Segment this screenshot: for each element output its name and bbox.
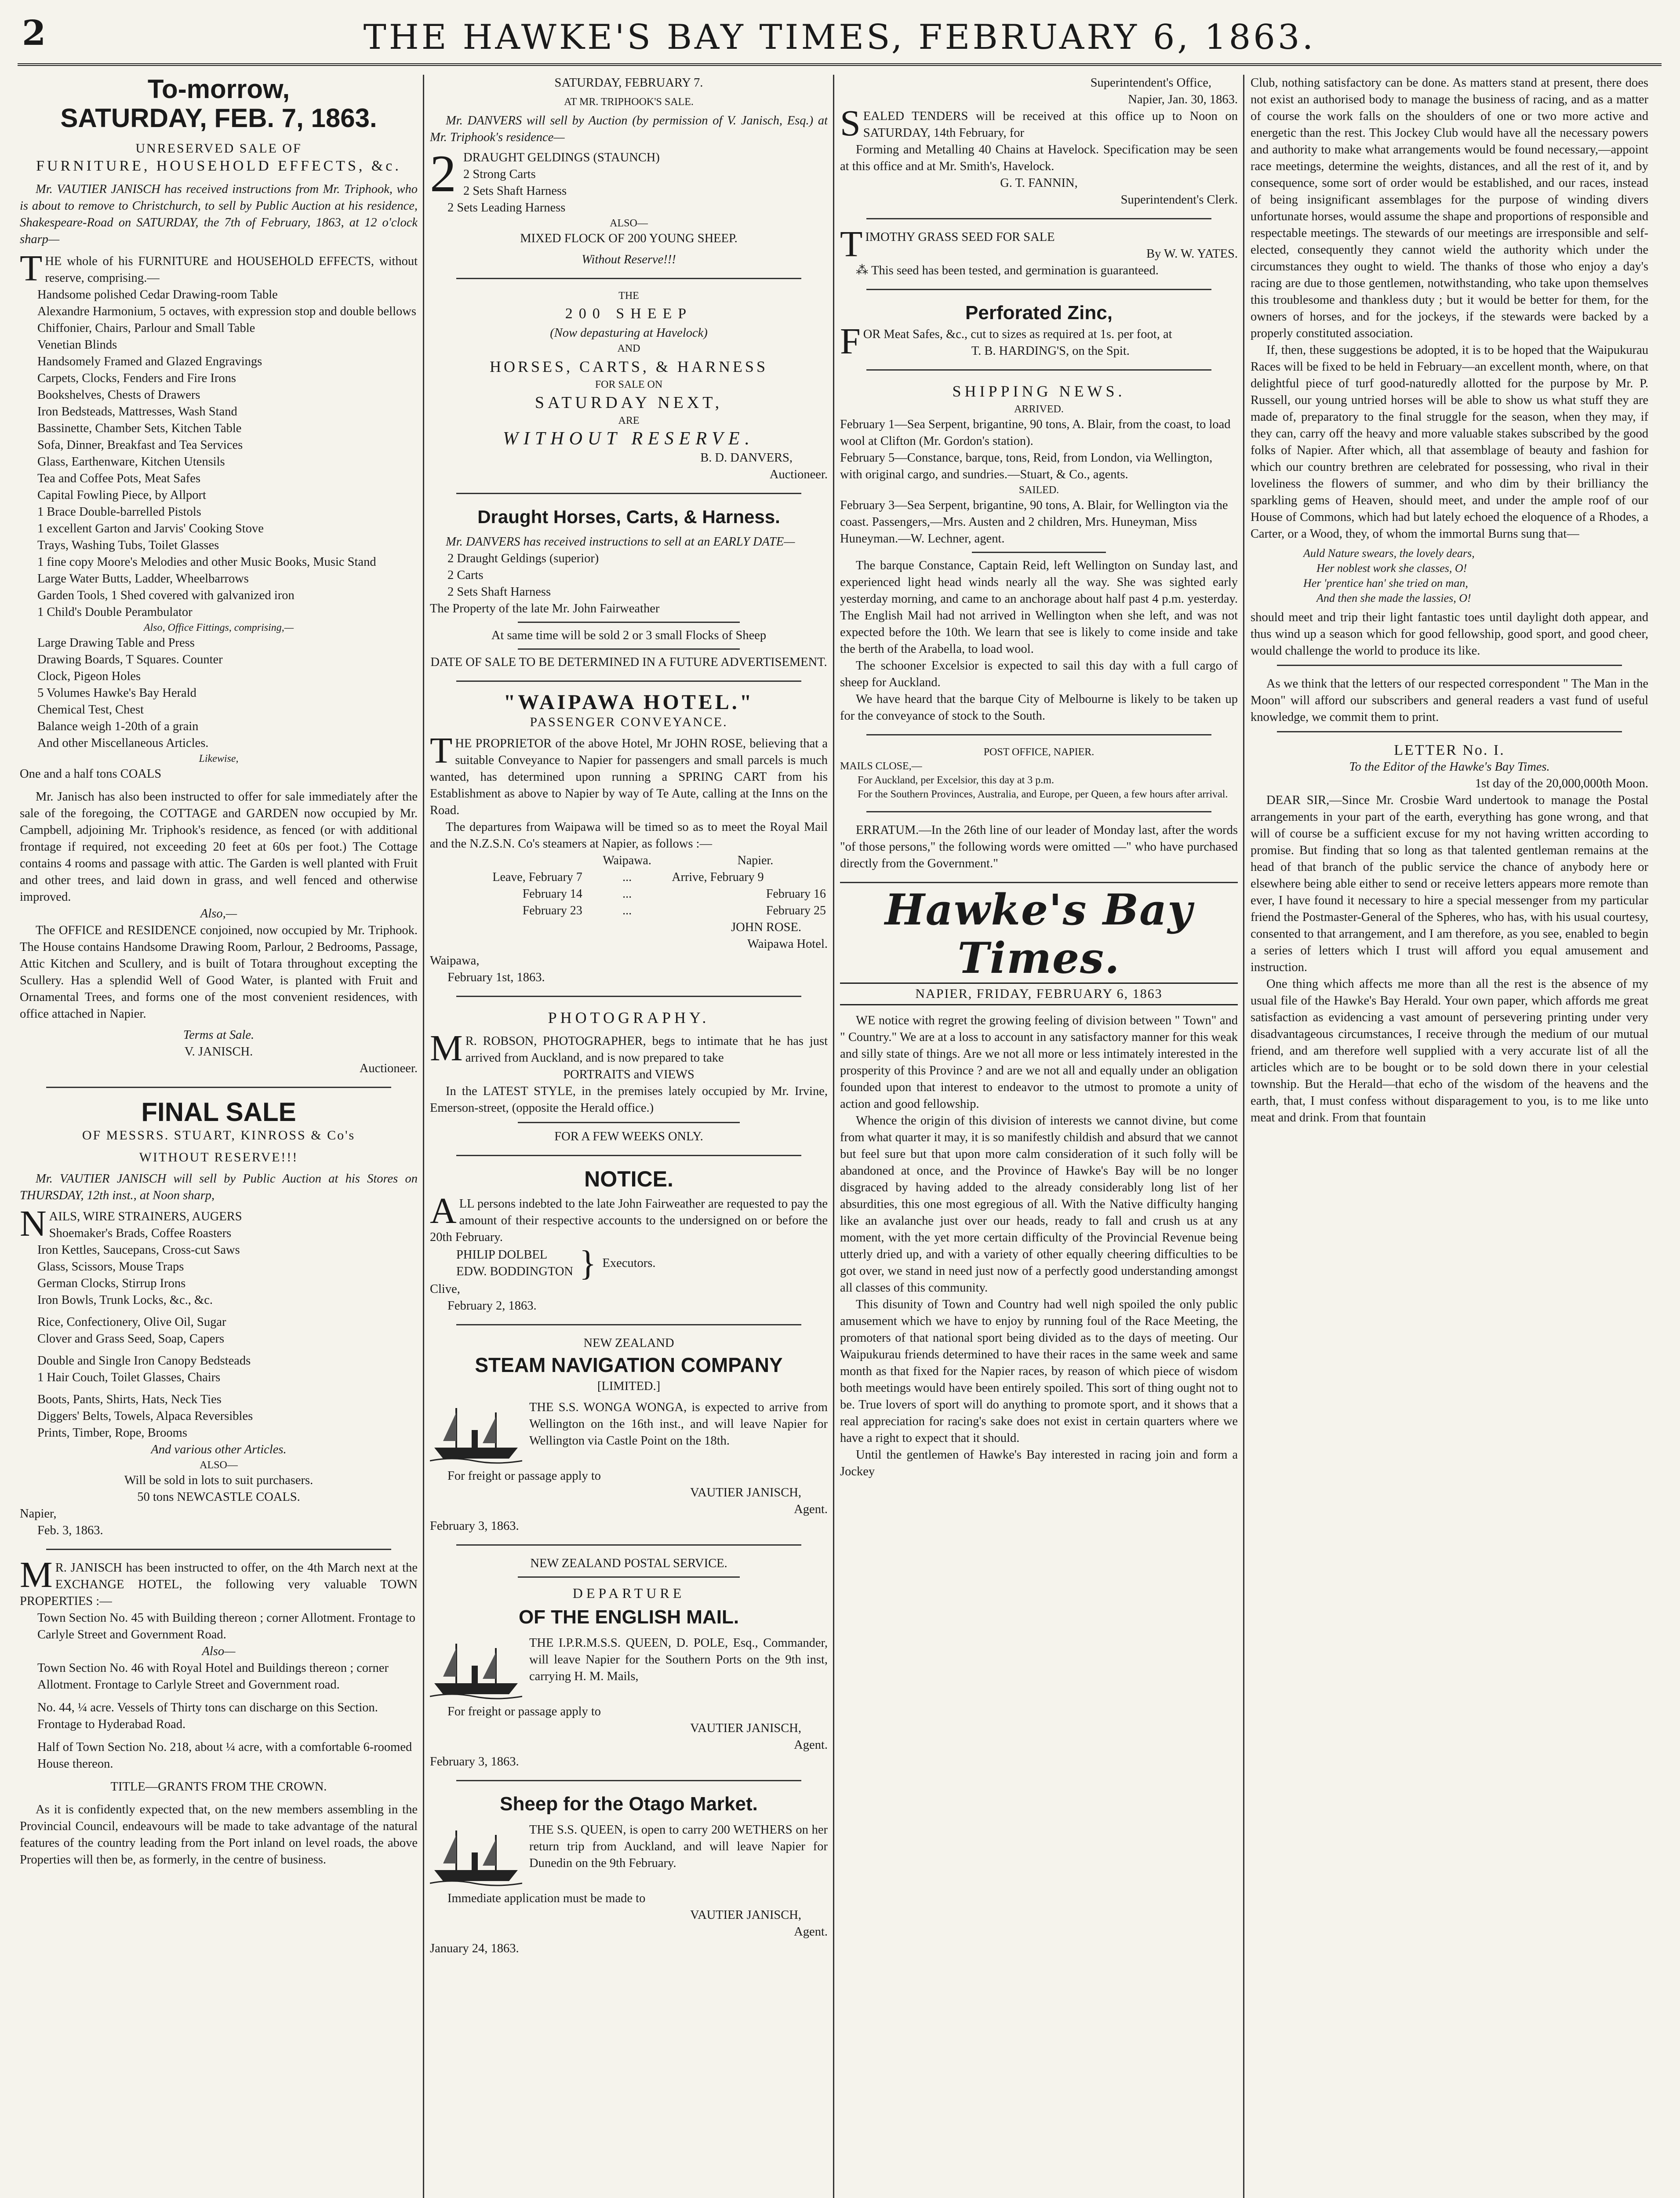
editorial-text: Club, nothing satisfactory can be done. As matters stand at present, there does not exist an authorised body to manage the business of racing, and as a matter of course the work falls on the shoulders of one or two more active and energetic than the rest. This Jockey Club would have all the necessary powers and authority to make what arrangements would be found necessary,—appoint race meetings, determine the weights, distances, and all the rest of it, and by consequence, some sort of order would be established, and our races, instead of being insignificant assemblages for the purpose of winding divers unfortunate horses, would assume the shape and proportions of responsible and respectable meetings. The stewards of our meetings are irresponsible and self-elected, consequently they cannot wield the authority which under the circumstances they ought to wield. The thanks of those who enjoy a day's racing are due to those gentlemen, notwithstanding, who take upon themselves this troublesome and thankless duty ; but it would be better for them, for the owners of horses, and for the jockeys, if the stewards were backed by a properly constituted association. (1251, 76, 1648, 340)
ad-text: FOR SALE ON (595, 379, 663, 390)
separator (866, 734, 1211, 735)
list-item: Clock, Pigeon Holes (37, 670, 141, 683)
ad-subheading: OF MESSRS. STUART, KINROSS & Co's (82, 1128, 356, 1143)
ad-text: (Now depasturing at Havelock) (550, 326, 708, 340)
column-rule (833, 75, 834, 2198)
ad-heading: SATURDAY, FEBRUARY 7. (554, 76, 703, 90)
furniture-sale-ad (20, 75, 418, 1077)
ad-heading: PHOTOGRAPHY. (548, 1009, 710, 1026)
editorial-text: WE notice with regret the growing feeling of division between " Town" and " Country." We are at a loss to account in any satisfactory manner for this weak and silly state of things. Are we not all more or less intimately interested in the prosperity of this Province ? and are we not all and equally under an obligation founded upon that interest to endeavor to the utmost to promote a unity of action and good fellowship. (840, 1014, 1238, 1111)
signature-role: Agent. (794, 1738, 828, 1752)
separator (866, 289, 1211, 290)
erratum-notice: ERRATUM.—In the 26th line of our leader of Monday last, after the words "of those persons," the following words were omitted —" who have purchased directly from the Government." (840, 823, 1238, 870)
list-item: German Clocks, Stirrup Irons (37, 1277, 186, 1290)
list-item: 1 Child's Double Perambulator (37, 605, 193, 619)
list-item: 1 Brace Double-barrelled Pistols (37, 505, 201, 519)
column-rule (423, 75, 424, 2198)
list-item: Large Water Butts, Ladder, Wheelbarrows (37, 572, 249, 586)
post-office-notice (840, 745, 1238, 801)
ad-heading: FINAL SALE (141, 1097, 296, 1127)
ad-text: For freight or passage apply to (447, 1705, 601, 1718)
ad-text: MR. JANISCH has been instructed to offer, on the 4th March next at the EXCHANGE HOTEL, the following very valuable TOWN PROPERTIES :— (20, 1554, 418, 1608)
ad-heading: WITHOUT RESERVE. (502, 429, 755, 449)
ad-subheading: FURNITURE, HOUSEHOLD EFFECTS, &c. (36, 158, 401, 174)
ad-text: ALSO— (200, 1459, 238, 1471)
separator (866, 218, 1211, 219)
list-item: For the Southern Provinces, Australia, and Europe, per Queen, a few hours after arrival. (858, 789, 1228, 800)
ad-place: Waipawa, (430, 954, 480, 968)
signature: T. B. HARDING'S, on the Spit. (971, 344, 1130, 358)
ad-text: THE S.S. QUEEN, is open to carry 200 WETHERS on her return trip from Auckland, and will leave Napier for Dunedin on the 9th February. (529, 1823, 828, 1870)
list-item: Sofa, Dinner, Breakfast and Tea Services (37, 438, 243, 452)
signature-role: Superintendent's Clerk. (1120, 193, 1238, 207)
ad-text: THE PROPRIETOR of the above Hotel, Mr JOHN ROSE, believing that a suitable Conveyance to Napier for passengers and small parcels is much wanted, has determined upon running a SPRING CART from his Establishment as above to Napier by way of Te Aute, calling at the Inns on the Road. (430, 730, 828, 817)
table-cell: Leave, February 7 (492, 870, 582, 884)
list-item: 2 Sets Leading Harness (447, 201, 566, 215)
list-item: Balance weigh 1-20th of a grain (37, 720, 199, 733)
verse-line: Auld Nature swears, the lovely dears, (1303, 547, 1475, 560)
brace-icon: } (579, 1244, 596, 1283)
ad-heading: Draught Horses, Carts, & Harness. (477, 506, 780, 527)
ad-text: Forming and Metalling 40 Chains at Havelock. Specification may be seen at this office and at Mr. Smith's, Havelock. (840, 143, 1238, 173)
ad-text: Mr. Janisch has also been instructed to offer for sale immediately after the sale of the foregoing, the COTTAGE and GARDEN now occupied by Mr. Campbell, adjoining Mr. Triphook's residence, as fenced (or with additional frontage if required, not exceeding 20 feet at 60s per foot.) The Cottage contains 4 rooms and passage with attic. The Garden is well planted with Fruit and other trees, and laid down in grass, and well fenced and otherwise improved. (20, 790, 418, 904)
tenders-ad (840, 75, 1238, 208)
list-item: Double and Single Iron Canopy Bedsteads (37, 1354, 251, 1368)
signature-role: Agent. (794, 1925, 828, 1939)
english-mail-ad (430, 1555, 828, 1770)
perforated-zinc-ad (840, 300, 1238, 360)
ad-text: The departures from Waipawa will be timed so as to meet the Royal Mail and the N.Z.S.N. Co's steamers at Napier, as follows :— (430, 820, 828, 851)
ad-text: For freight or passage apply to (447, 1469, 601, 1483)
signature: PHILIP DOLBEL (456, 1248, 548, 1262)
ad-subheading: [LIMITED.] (597, 1379, 661, 1393)
list-item: 1 Hair Couch, Toilet Glasses, Chairs (37, 1371, 221, 1384)
editorial-masthead: Hawke's Bay Times. (884, 885, 1193, 983)
letter-salutation: To the Editor of the Hawke's Bay Times. (1349, 760, 1550, 774)
ad-subheading: AT MR. TRIPHOOK'S SALE. (564, 96, 694, 108)
column-1 (20, 75, 418, 2198)
list-item: Chiffonier, Chairs, Parlour and Small Table (37, 321, 255, 335)
ad-heading: To-morrow, (147, 75, 290, 104)
separator (866, 811, 1211, 812)
table-cell: February 23 (522, 904, 582, 917)
list-item: February 3—Sea Serpent, brigantine, 90 tons, A. Blair, for Wellington via the coast. Passengers,—Mrs. Austen and 2 children, Mrs. Huneyman, Miss Huneyman.—W. Lechner, agent. (840, 499, 1228, 546)
list-item: Rice, Confectionery, Olive Oil, Sugar (37, 1315, 226, 1329)
ad-text: DATE OF SALE TO BE DETERMINED IN A FUTURE ADVERTISEMENT. (430, 655, 827, 669)
ad-text: By W. W. YATES. (1146, 247, 1238, 261)
list-item: Prints, Timber, Rope, Brooms (37, 1426, 187, 1440)
ad-text: FOR A FEW WEEKS ONLY. (554, 1130, 703, 1143)
section-heading: SHIPPING NEWS. (952, 382, 1126, 400)
table-row (430, 886, 828, 902)
separator (1277, 665, 1622, 666)
editorial-text: As we think that the letters of our respected correspondent " The Man in the Moon" will afford our subscribers and general readers a vast fund of useful knowledge, we commit them to print. (1251, 677, 1648, 724)
ad-text: ALL persons indebted to the late John Fairweather are requested to pay the amount of their respective accounts to the undersigned on or before the 20th February. (430, 1190, 828, 1244)
ad-text: The Property of the late Mr. John Fairweather (430, 602, 660, 615)
list-item: Iron Bedsteads, Mattresses, Wash Stand (37, 405, 237, 418)
separator (456, 1324, 801, 1325)
separator (456, 996, 801, 997)
ad-text: One and a half tons COALS (20, 767, 162, 781)
ad-text: THE S.S. WONGA WONGA, is expected to arrive from Wellington on the 16th inst., and will leave Napier for Wellington via Castle Point on the 18th. (529, 1401, 828, 1448)
ad-text: Mr. VAUTIER JANISCH has received instructions from Mr. Triphook, who is about to remove to Christchurch, to sell by Public Auction at his residence, Shakespeare-Road on SATURDAY, the 7th of February, 1863, at 12 o'clock sharp— (20, 182, 418, 246)
ad-text: FOR Meat Safes, &c., cut to sizes as required at 1s. per foot, at (840, 321, 1172, 362)
separator (456, 1155, 801, 1156)
list-item: 1 fine copy Moore's Melodies and other Music Books, Music Stand (37, 555, 376, 569)
ad-text: Immediate application must be made to (447, 1892, 646, 1905)
ad-text: MIXED FLOCK OF 200 YOUNG SHEEP. (520, 232, 738, 245)
ad-text: ⁂ This seed has been tested, and germination is guaranteed. (856, 264, 1159, 277)
separator (456, 1780, 801, 1781)
ad-date: January 24, 1863. (430, 1942, 519, 1955)
ad-text: As it is confidently expected that, on the new members assembling in the Provincial Council, endeavours will be made to take advantage of the natural features of the country leading from the Port inland on level roads, the above Properties will then be, as formerly, in the centre of business. (20, 1803, 418, 1867)
ad-text: THE (618, 290, 639, 302)
ad-subheading: TITLE—GRANTS FROM THE CROWN. (110, 1780, 327, 1794)
burns-verse (1251, 546, 1648, 606)
ad-subheading: Likewise, (199, 753, 239, 764)
table-row (430, 869, 828, 886)
separator (46, 1087, 391, 1088)
town-properties-ad (20, 1554, 418, 1868)
sheep-sale-ad (430, 289, 828, 483)
ad-text: ALSO— (610, 218, 648, 229)
ad-text: Mr. DANVERS has received instructions to sell at an EARLY DATE— (446, 535, 795, 549)
list-item: February 5—Constance, barque, tons, Reid, from London, via Wellington, with original cargo, and sundries.—Stuart, & Co., agents. (840, 451, 1213, 481)
letter-heading: LETTER No. I. (1394, 742, 1505, 758)
list-item: 2 Sets Shaft Harness (463, 184, 567, 198)
ad-date: Feb. 3, 1863. (37, 1524, 103, 1537)
signature: VAUTIER JANISCH, (690, 1721, 801, 1735)
ad-text: ARE (618, 415, 640, 426)
list-item: 1 excellent Garton and Jarvis' Cooking Stove (37, 522, 264, 535)
ad-text: In the LATEST STYLE, in the premises lately occupied by Mr. Irvine, Emerson-street, (opposite the Herald office.) (430, 1084, 828, 1115)
editorial-dateline: NAPIER, FRIDAY, FEBRUARY 6, 1863 (840, 983, 1238, 1005)
ad-text: At same time will be sold 2 or 3 small Flocks of Sheep (491, 629, 767, 642)
ad-text: Mr. VAUTIER JANISCH will sell by Public Auction at his Stores on THURSDAY, 12th inst., at Noon sharp, (20, 1172, 418, 1202)
separator (840, 882, 1238, 883)
departure-table (430, 852, 828, 919)
letter-date: 1st day of the 20,000,000th Moon. (1475, 777, 1648, 790)
signature: EDW. BODDINGTON (456, 1265, 573, 1278)
ad-text: Terms at Sale. (183, 1028, 255, 1042)
waipawa-hotel-ad (430, 691, 828, 986)
list-item: 5 Volumes Hawke's Bay Herald (37, 686, 196, 700)
table-header: Napier. (737, 854, 774, 867)
list-item: 2 Sets Shaft Harness (447, 585, 551, 599)
list-item: Venetian Blinds (37, 338, 117, 352)
ad-text: The OFFICE and RESIDENCE conjoined, now occupied by Mr. Triphook. The House contains Handsome Drawing Room, Parlour, 2 Bedrooms, Passage, Attic Kitchen and Scullery, and is built of Totara throughout excepting the Scullery. Has a splendid Well of Good Water, is planted with Fruit and Ornamental Trees, and forms one of the most convenient residences, with office attached in Napier. (20, 924, 418, 1021)
table-cell: ... (622, 887, 632, 901)
verse-line: Her 'prentice han' she tried on man, (1303, 577, 1468, 590)
ad-subheading: Also,— (200, 907, 237, 921)
signature: B. D. DANVERS, (700, 451, 793, 465)
verse-line: And then she made the lassies, O! (1316, 592, 1471, 604)
ad-subheading: Also, Office Fittings, comprising,— (143, 622, 294, 633)
ad-subheading: PASSENGER CONVEYANCE. (530, 715, 728, 729)
shipping-news (840, 380, 1238, 724)
table-cell: February 16 (766, 887, 826, 901)
list-item: Capital Fowling Piece, by Allport (37, 488, 206, 502)
ad-heading: NOTICE. (584, 1167, 673, 1191)
signature-role: Executors. (602, 1256, 656, 1270)
list-item: Handsomely Framed and Glazed Engravings (37, 355, 262, 368)
list-item: 2 Strong Carts (463, 167, 536, 181)
table-cell: February 14 (522, 887, 582, 901)
editorial-text: Whence the origin of this division of interests we cannot divine, but come from what quarter it may, it is so manifestly childish and absurd that we cannot but feel sure but that upon more calm consideration of it such folly will be abandoned at once, and the Province of Hawke's Bay will be no longer disgraced by having added to the already considerably long list of her absurdities, this one most egregious of all. With the Native difficulty hanging like an avalanche just over our heads, ready to fall and crush us at any moment, with the yet more certain difficulty of the Provincial Revenue being utterly dried up, and with a variety of other equally cheering difficulties to be got over, we stand in need just now of a perfectly good understanding amongst all classes of this community. (840, 1114, 1238, 1295)
steam-navigation-ad (430, 1335, 828, 1535)
separator (456, 681, 801, 682)
separator (518, 648, 740, 650)
list-item: Handsome polished Cedar Drawing-room Table (37, 288, 278, 302)
final-sale-ad (20, 1098, 418, 1539)
signature-role: Agent. (794, 1503, 828, 1516)
section-subheading: ARRIVED. (1014, 404, 1064, 415)
ad-text: 50 tons NEWCASTLE COALS. (137, 1490, 300, 1504)
ad-heading: OF THE ENGLISH MAIL. (518, 1606, 739, 1628)
separator (456, 278, 801, 279)
ad-text: THE I.P.R.M.S.S. QUEEN, D. POLE, Esq., Commander, will leave Napier for the Southern Ports on the 9th inst, carrying H. M. Mails, (529, 1636, 828, 1683)
ad-text: THE whole of his FURNITURE and HOUSEHOLD EFFECTS, without reserve, comprising.— (20, 248, 418, 289)
signature-role: Auctioneer. (359, 1062, 418, 1075)
ad-subheading: WITHOUT RESERVE!!! (139, 1150, 298, 1165)
section-subheading: SAILED. (1018, 484, 1059, 496)
ad-text: And various other Articles. (151, 1443, 287, 1456)
otago-market-ad (430, 1791, 828, 1957)
list-item: Garden Tools, 1 Shed covered with galvanized iron (37, 589, 295, 602)
ad-date: February 3, 1863. (430, 1519, 519, 1533)
ad-text: MR. ROBSON, PHOTOGRAPHER, begs to intimate that he has just arrived from Auckland, and is now prepared to take (430, 1028, 828, 1069)
ad-heading: HORSES, CARTS, & HARNESS (490, 358, 768, 375)
signature: JOHN ROSE. (731, 921, 801, 934)
ad-text: DRAUGHT GELDINGS (STAUNCH) (463, 151, 660, 164)
signature-role: Auctioneer. (769, 468, 828, 481)
photography-ad (430, 1007, 828, 1145)
table-header (670, 852, 683, 869)
ad-date: February 3, 1863. (430, 1755, 519, 1769)
list-item: Glass, Scissors, Mouse Traps (37, 1260, 184, 1274)
list-item: Carpets, Clocks, Fenders and Fire Irons (37, 371, 236, 385)
article-text: The barque Constance, Captain Reid, left Wellington on Sunday last, and experienced light head winds nearly all the way. She was sighted early yesterday morning, and came to an anchorage about half past 4 p.m. yesterday. The English Mail had not arrived in Wellington when she left, and was not expected before the 10th. We learn that see is likely to come inside and take the berth of the Arabella, to load wool. (840, 559, 1238, 656)
list-item: And other Miscellaneous Articles. (37, 736, 209, 750)
column-rule (1243, 75, 1244, 2198)
list-item: For Auckland, per Excelsior, this day at 3 p.m. (858, 775, 1054, 786)
ad-text: Without Reserve!!! (582, 253, 676, 266)
draught-horses-ad (430, 504, 828, 671)
separator (456, 493, 801, 494)
article-text: The schooner Excelsior is expected to sail this day with a full cargo of sheep for Auckland. (840, 659, 1238, 689)
ad-heading: Sheep for the Otago Market. (500, 1793, 758, 1815)
list-item: Chemical Test, Chest (37, 703, 144, 717)
ad-place: Napier, (20, 1507, 57, 1521)
article-text: We have heard that the barque City of Melbourne is likely to be taken up for the conveyance of stock to the South. (840, 692, 1238, 723)
separator (866, 369, 1211, 371)
geldings-sale-ad (430, 75, 828, 268)
list-item: Large Drawing Table and Press (37, 636, 195, 650)
separator (456, 1544, 801, 1546)
signature-role: Waipawa Hotel. (747, 937, 828, 951)
list-item: 2 Carts (447, 568, 484, 582)
column-3 (840, 75, 1238, 2198)
editorial-text: This disunity of Town and Country had well nigh spoiled the only public amusement which we have to enjoy by running foul of the Race Meeting, the promoters of that national sport being divided as to the days of meeting. Our Waipukurau friends determined to have their races in the same week and same month as that fixed for the Napier races, by reason of which piece of wisdom both meetings would have been entirely spoiled. This sort of thing ought not to be. True lovers of sport will do anything to promote sport, and it shows that a real appreciation for racing's sake does not exist in certain quarters where we have a right to expect that it should. (840, 1298, 1238, 1445)
table-header (430, 852, 584, 869)
ad-heading: NEW ZEALAND POSTAL SERVICE. (530, 1557, 727, 1570)
separator (518, 1122, 740, 1123)
page-number: 2 (22, 13, 46, 53)
section-subheading: MAILS CLOSE,— (840, 761, 922, 772)
list-item: Glass, Earthenware, Kitchen Utensils (37, 455, 225, 469)
editorial-text: should meet and trip their light fantastic toes until daylight doth appear, and thus wind up a season which for good fellowship, good sport, and good cheer, would challenge the world to produce its like. (1251, 611, 1648, 658)
ad-text: AND (617, 343, 640, 354)
ad-subheading: DEPARTURE (572, 1585, 685, 1601)
list-item: Diggers' Belts, Towels, Alpaca Reversibles (37, 1409, 253, 1423)
ad-heading: SATURDAY NEXT, (535, 393, 723, 412)
list-item: Town Section No. 45 with Building thereon ; corner Allotment. Frontage to Carlyle Street and Government Road. (37, 1611, 416, 1641)
separator (518, 622, 740, 623)
ad-heading: Perforated Zinc, (965, 302, 1113, 324)
list-item: Half of Town Section No. 218, about ¼ acre, with a comfortable 6-roomed House thereon. (37, 1740, 412, 1771)
list-item: No. 44, ¼ acre. Vessels of Thirty tons can discharge on this Section. Frontage to Hyderabad Road. (37, 1701, 378, 1731)
steamship-icon (430, 1822, 522, 1888)
list-item: Bassinette, Chamber Sets, Kitchen Table (37, 422, 242, 435)
ad-text: Also— (202, 1645, 236, 1658)
column-4 (1251, 75, 1648, 2198)
list-item: Town Section No. 46 with Royal Hotel and Buildings thereon ; corner Allotment. Frontage to Carlyle Street and Government road. (37, 1661, 389, 1692)
ad-heading: "WAIPAWA HOTEL." (503, 691, 754, 714)
ad-text: Will be sold in lots to suit purchasers. (124, 1474, 313, 1487)
ad-text: SEALED TENDERS will be received at this office up to Noon on SATURDAY, 14th February, for (840, 103, 1238, 144)
ad-text: PORTRAITS and VIEWS (563, 1068, 695, 1081)
editorial-text: Until the gentlemen of Hawke's Bay interested in racing join and form a Jockey (840, 1448, 1238, 1478)
ad-text: Mr. DANVERS will sell by Auction (by permission of V. Janisch, Esq.) at Mr. Triphook's residence— (430, 114, 828, 144)
letter-text: DEAR SIR,—Since Mr. Crosbie Ward undertook to manage the Postal arrangements in your part of the earth, everything has gone wrong, and that will of course be a sufficient excuse for my not having written according to promise. But finding that so long as that talented gentleman remains at the head of that branch of the public service the chance of anybody here or elsewhere being able either to send or receive letters appears more remote than ever, I have found it necessary to hire a special messenger from my particular friend the Postmaster-General of the Spheres, who has, with his usual courtesy, consented to that arrangement, and I am therefore, as you see, enabled to begin a series of letters which I trust will afford you equal amusement and instruction. (1251, 793, 1648, 974)
section-heading: POST OFFICE, NAPIER. (983, 746, 1095, 758)
list-item: Drawing Boards, T Squares. Counter (37, 653, 223, 666)
list-item: 2 Draught Geldings (superior) (447, 552, 599, 565)
ad-numeral: 2 (430, 144, 456, 203)
list-item: February 1—Sea Serpent, brigantine, 90 tons, A. Blair, from the coast, to load wool at Clifton (Mr. Gordon's station). (840, 418, 1231, 448)
ad-heading: STEAM NAVIGATION COMPANY (475, 1354, 783, 1376)
list-item: Bookshelves, Chests of Drawers (37, 388, 200, 402)
separator (46, 1549, 391, 1550)
ad-heading: SATURDAY, FEB. 7, 1863. (60, 103, 377, 133)
table-cell: February 25 (766, 904, 826, 917)
steamship-icon (430, 1399, 522, 1465)
list-item: Iron Kettles, Saucepans, Cross-cut Saws (37, 1243, 240, 1257)
list-item: Iron Bowls, Trunk Locks, &c., &c. (37, 1293, 213, 1307)
table-row (430, 902, 828, 919)
list-item: Alexandre Harmonium, 5 octaves, with expression stop and double bellows (37, 305, 416, 318)
signature: G. T. FANNIN, (1000, 176, 1078, 190)
ad-text: NAILS, WIRE STRAINERS, AUGERS (20, 1203, 242, 1244)
ad-subheading: NEW ZEALAND (583, 1336, 674, 1350)
signature: VAUTIER JANISCH, (690, 1908, 801, 1922)
column-2 (430, 75, 828, 2198)
list-item: Clover and Grass Seed, Soap, Capers (37, 1332, 225, 1346)
table-cell: ... (622, 870, 632, 884)
verse-line: Her noblest work she classes, O! (1316, 562, 1467, 575)
table-cell: ... (622, 904, 632, 917)
notice-ad (430, 1166, 828, 1314)
ad-subheading: UNRESERVED SALE OF (135, 141, 302, 156)
letter-text: One thing which affects me more than all the rest is the absence of my usual file of the Hawke's Bay Herald. Your own paper, which affords me great satisfaction as evidencing a vast amount of persevering printing under very disadvantageous circumstances, I receive through the medium of our mutual friend, and am therefore well supplied with a very accurate list of all the articles which are to be bought or to be sold down there in your celestial township. But the Herald—that echo of the wisdom of the heavens and the earth, that, I must confess without disparagement to you, is to me like unto meat and drink. From that fountain (1251, 977, 1648, 1124)
separator (1277, 731, 1622, 732)
ad-heading: 200 SHEEP (565, 306, 693, 322)
ad-text: Superintendent's Office, (1090, 76, 1211, 90)
table-header: Waipawa. (603, 854, 651, 867)
list-item: Tea and Coffee Pots, Meat Safes (37, 472, 201, 485)
editorial-text: If, then, these suggestions be adopted, it is to be hoped that the Waipukurau Races will be fixed to be held in February—an excellent month, where, on that delightful piece of turf good-naturedly allotted for the purpose by Mr. P. Russell, our young untried horses will be able to show us what stuff they are made of, preparatory to the final struggle for the season, when they may, if they can, carry off the heavy and more valuable stakes subscribed by the good folks of Napier. After which, all that assemblage of beauty and fashion for which our country brethren are celebrated for possessing, who rival in their loveliness the flowers of summer, and who dim by their brilliancy the sparkling gems of Heaven, should meet, and under the ample roof of our House of Commons, which had but lately echoed the eloquence of a Rhodes, a Carter, or a Wood, they, of whom the immortal Burns sung that— (1251, 343, 1648, 541)
signature: V. JANISCH. (184, 1045, 253, 1059)
separator (518, 1576, 740, 1578)
separator (972, 552, 1106, 553)
ad-place: Clive, (430, 1282, 460, 1296)
list-item: Boots, Pants, Shirts, Hats, Neck Ties (37, 1393, 222, 1406)
ad-date: Napier, Jan. 30, 1863. (1128, 93, 1238, 106)
list-item: Shoemaker's Brads, Coffee Roasters (49, 1226, 232, 1240)
steamship-icon (430, 1635, 522, 1701)
ad-date: February 2, 1863. (447, 1299, 537, 1313)
masthead (18, 0, 1662, 66)
newspaper-title: THE HAWKE'S BAY TIMES, FEBRUARY 6, 1863. (363, 18, 1316, 57)
list-item: Trays, Washing Tubs, Toilet Glasses (37, 539, 219, 552)
ad-text: TIMOTHY GRASS SEED FOR SALE (840, 224, 1055, 265)
timothy-seed-ad (840, 224, 1238, 279)
signature: VAUTIER JANISCH, (690, 1486, 801, 1499)
table-cell: Arrive, February 9 (672, 870, 764, 884)
ad-date: February 1st, 1863. (447, 971, 545, 984)
